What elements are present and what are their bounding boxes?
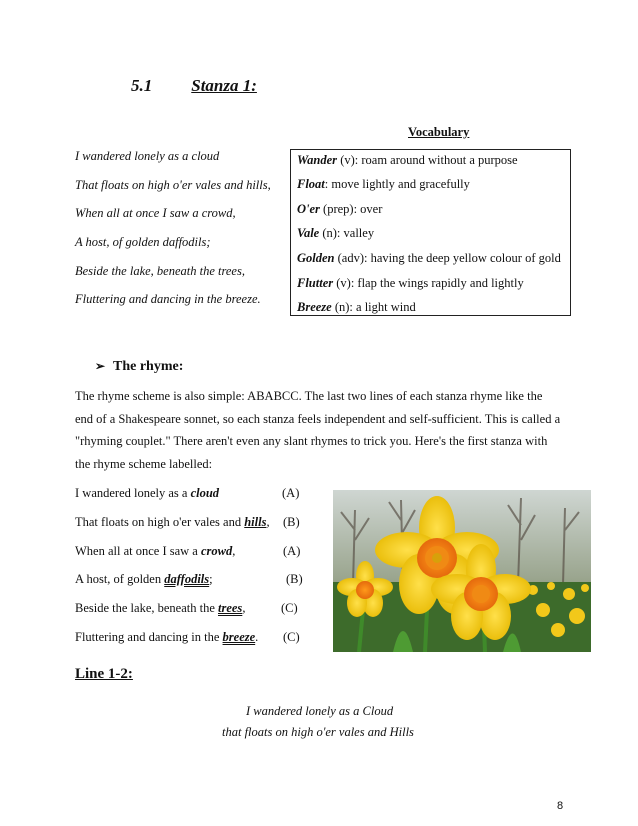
scheme-line: When all at once I saw a crowd,: [75, 544, 236, 558]
vocabulary-box: [290, 149, 571, 316]
vocab-entry: Wander (v): roam around without a purpose: [297, 153, 518, 167]
quote-line: that floats on high o'er vales and Hills: [222, 725, 414, 739]
paragraph-line: The rhyme scheme is also simple: ABABCC. The last two lines of each stanza rhyme like the: [75, 389, 543, 403]
poem-line: A host, of golden daffodils;: [75, 235, 211, 249]
vocab-entry: Float: move lightly and gracefully: [297, 177, 470, 191]
vocab-entry: Vale (n): valley: [297, 226, 375, 240]
rhyme-paragraph: [75, 385, 565, 475]
poem-line: That floats on high o'er vales and hills,: [75, 178, 271, 192]
scheme-line: Beside the lake, beneath the trees,: [75, 601, 246, 615]
arrow-bullet-icon: ➢: [95, 359, 106, 373]
vocab-entry: O'er (prep): over: [297, 202, 383, 216]
poem-line: I wandered lonely as a cloud: [75, 149, 220, 163]
poem-line: Beside the lake, beneath the trees,: [75, 264, 245, 278]
vocab-entry: Breeze (n): a light wind: [297, 300, 416, 314]
rhyme-code: (C): [283, 630, 300, 644]
poem-line: Fluttering and dancing in the breeze.: [75, 292, 261, 306]
rhyme-code: (A): [283, 544, 301, 558]
poem-line: When all at once I saw a crowd,: [75, 206, 236, 220]
vocabulary-title: Vocabulary: [408, 125, 470, 139]
rhyme-code: (B): [286, 572, 303, 586]
section-title: Stanza 1:: [191, 76, 257, 95]
rhyme-code: (A): [282, 486, 300, 500]
page-number: 8: [557, 800, 564, 812]
daffodil-image: [333, 490, 591, 652]
scheme-line: A host, of golden daffodils;: [75, 572, 213, 586]
paragraph-line: the rhyme scheme labelled:: [75, 456, 213, 471]
scheme-line: Fluttering and dancing in the breeze.: [75, 630, 259, 644]
rhyme-heading: ➢ The rhyme:: [95, 359, 184, 374]
rhyme-code: (B): [283, 515, 300, 529]
quote-line: I wandered lonely as a Cloud: [246, 704, 394, 718]
scheme-line: That floats on high o'er vales and hills,: [75, 515, 270, 529]
rhyme-code: (C): [281, 601, 298, 615]
section-number: 5.1: [131, 76, 153, 95]
vocab-entry: Golden (adv): having the deep yellow colour of gold: [297, 251, 561, 265]
daffodil-photo: [333, 490, 591, 652]
line-heading: Line 1-2:: [75, 666, 133, 682]
paragraph-line: end of a Shakespeare sonnet, so each stanza feels independent and self-sufficient. This is called a: [75, 411, 561, 426]
section-heading: [131, 76, 257, 96]
vocab-entry: Flutter (v): flap the wings rapidly and lightly: [297, 276, 524, 290]
scheme-line: I wandered lonely as a cloud: [75, 486, 220, 500]
paragraph-line: "rhyming couplet." There aren't even any slant rhymes to trick you. Here's the first stanza with: [75, 434, 548, 448]
